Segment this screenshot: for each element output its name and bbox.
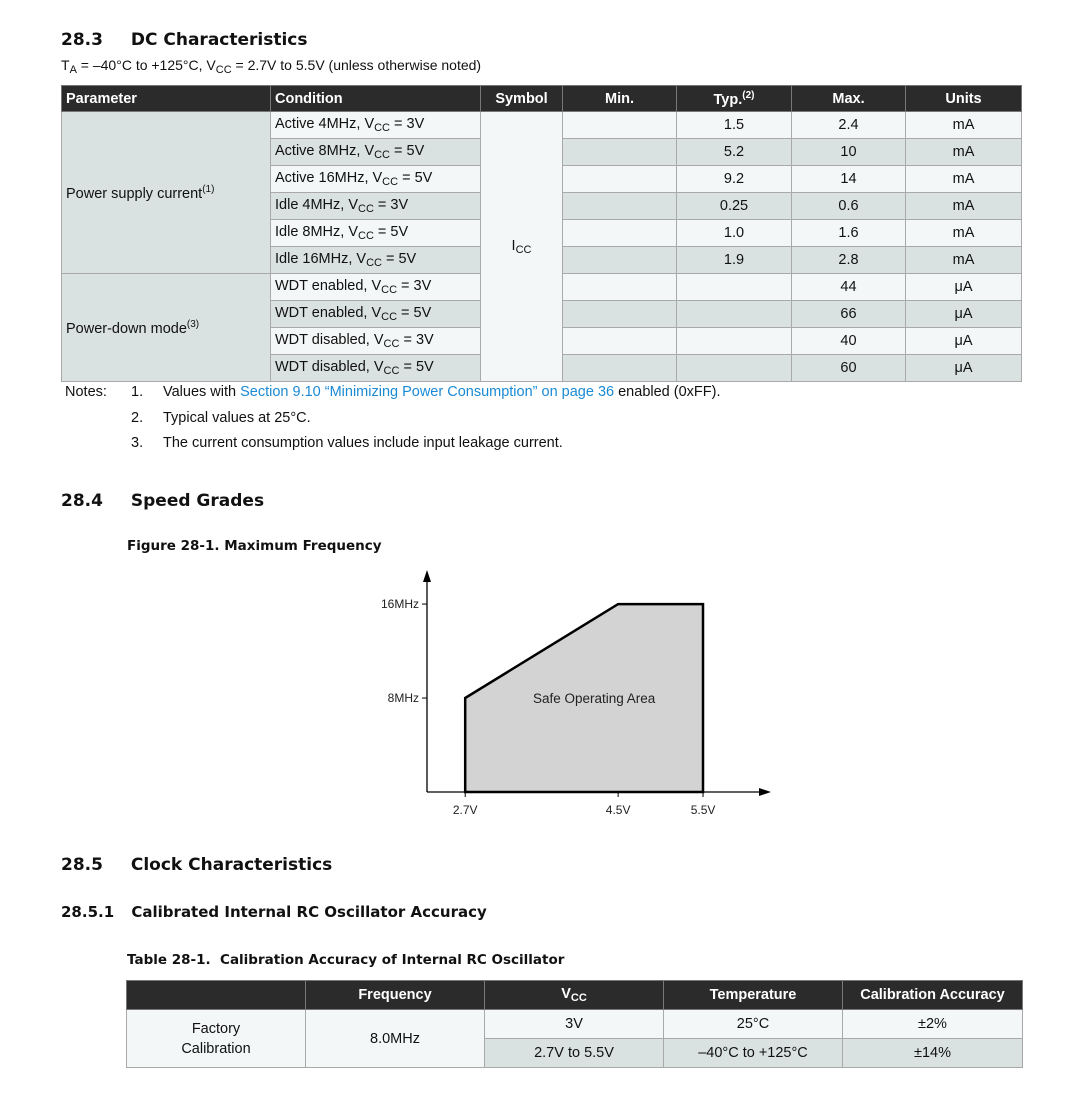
- vcc-symbol: V: [364, 143, 375, 159]
- max-cell: 66: [792, 301, 906, 328]
- y-tick-label: 16MHz: [380, 597, 419, 612]
- ta-range: = –40°C to +125°C, V: [76, 57, 216, 73]
- condition-voltage: = 5V: [390, 143, 425, 159]
- vcc-subscript: CC: [366, 257, 382, 269]
- typ-cell: 0.25: [677, 193, 792, 220]
- vcc-cell: 3V: [485, 1010, 664, 1039]
- note-1-number: 1.: [131, 384, 144, 400]
- table-caption: Table 28-1. Calibration Accuracy of Internal RC Oscillator: [127, 952, 565, 968]
- note-3: The current consumption values include input leakage current.: [163, 435, 563, 451]
- condition-cell: [271, 247, 481, 274]
- unit-cell: mA: [906, 166, 1022, 193]
- min-cell: [563, 139, 677, 166]
- condition-voltage: = 5V: [373, 224, 409, 240]
- condition-text: WDT disabled,: [275, 359, 374, 375]
- vcc-range: = 2.7V to 5.5V (unless otherwise noted): [231, 57, 482, 73]
- notes-label: Notes:: [65, 384, 107, 400]
- row-label-line-2: Calibration: [181, 1040, 251, 1057]
- condition-text: Idle 4MHz,: [275, 197, 349, 213]
- symbol-cell: [481, 112, 563, 382]
- temperature-cell: 25°C: [664, 1010, 843, 1039]
- header-typ-note: (2): [742, 89, 755, 101]
- condition-cell: [271, 220, 481, 247]
- vcc-subscript: CC: [383, 338, 400, 350]
- header-max: Max.: [792, 86, 906, 112]
- vcc-subscript: CC: [374, 149, 390, 161]
- condition-voltage: = 5V: [381, 251, 417, 267]
- typ-cell: 1.5: [677, 112, 792, 139]
- unit-cell: μA: [906, 301, 1022, 328]
- max-cell: 1.6: [792, 220, 906, 247]
- condition-voltage: = 3V: [373, 197, 409, 213]
- condition-cell: [271, 166, 481, 193]
- header-condition: Condition: [271, 86, 481, 112]
- max-cell: 2.4: [792, 112, 906, 139]
- table-row: [62, 112, 1022, 139]
- section-title: Calibrated Internal RC Oscillator Accuracy: [131, 903, 487, 921]
- symbol-letter: I: [511, 237, 516, 254]
- vcc-subscript: CC: [381, 311, 398, 323]
- x-tick-label: 5.5V: [690, 803, 716, 817]
- unit-cell: mA: [906, 112, 1022, 139]
- condition-voltage: = 5V: [399, 359, 434, 375]
- typ-cell: 1.0: [677, 220, 792, 247]
- section-number: 28.3: [61, 30, 103, 50]
- header-parameter: Parameter: [62, 86, 271, 112]
- vcc-cell: 2.7V to 5.5V: [485, 1039, 664, 1068]
- condition-voltage: = 3V: [390, 116, 425, 132]
- ta-symbol: T: [61, 57, 70, 73]
- vcc-symbol: V: [348, 224, 359, 240]
- vcc-subscript: CC: [381, 284, 398, 296]
- accuracy-cell: ±2%: [843, 1010, 1023, 1039]
- table-row: [127, 1010, 1023, 1039]
- header-temperature: Temperature: [664, 981, 843, 1010]
- vcc-symbol: V: [348, 197, 359, 213]
- section-number: 28.5.1: [61, 903, 115, 921]
- max-cell: 0.6: [792, 193, 906, 220]
- condition-cell: [271, 328, 481, 355]
- max-cell: 60: [792, 355, 906, 382]
- x-tick-label: 4.5V: [605, 803, 631, 817]
- condition-cell: [271, 193, 481, 220]
- note-1: [163, 384, 720, 400]
- x-tick-label: 2.7V: [452, 803, 478, 817]
- table-header-row: [62, 86, 1022, 112]
- vcc-subscript: CC: [383, 365, 400, 377]
- x-axis-arrow: [759, 788, 771, 796]
- condition-voltage: = 3V: [397, 278, 432, 294]
- parameter-label: Power-down mode: [66, 320, 187, 337]
- symbol-subscript: CC: [515, 243, 532, 256]
- unit-cell: μA: [906, 328, 1022, 355]
- min-cell: [563, 112, 677, 139]
- note-1-suffix: enabled (0xFF).: [614, 384, 721, 400]
- min-cell: [563, 274, 677, 301]
- typ-cell: [677, 274, 792, 301]
- header-vcc-subscript: CC: [570, 992, 587, 1004]
- dc-conditions-line: [61, 57, 481, 76]
- note-2-number: 2.: [131, 410, 144, 426]
- header-blank: [127, 981, 306, 1010]
- vcc-symbol: V: [373, 332, 384, 348]
- vcc-symbol: V: [371, 305, 382, 321]
- y-axis-arrow: [423, 570, 431, 582]
- condition-cell: [271, 355, 481, 382]
- header-frequency: Frequency: [306, 981, 485, 1010]
- unit-cell: mA: [906, 193, 1022, 220]
- min-cell: [563, 328, 677, 355]
- typ-cell: 5.2: [677, 139, 792, 166]
- vcc-symbol: V: [373, 359, 384, 375]
- typ-cell: 1.9: [677, 247, 792, 274]
- header-calibration-accuracy: Calibration Accuracy: [843, 981, 1023, 1010]
- row-label-line-1: Factory: [191, 1020, 241, 1037]
- max-cell: 10: [792, 139, 906, 166]
- section-title: Clock Characteristics: [130, 855, 333, 875]
- max-cell: 40: [792, 328, 906, 355]
- vcc-subscript: CC: [358, 203, 374, 215]
- condition-text: WDT disabled,: [275, 332, 374, 348]
- condition-voltage: = 3V: [399, 332, 434, 348]
- min-cell: [563, 220, 677, 247]
- min-cell: [563, 301, 677, 328]
- y-tick-label: 8MHz: [387, 691, 419, 706]
- dc-characteristics-table: [61, 85, 1022, 382]
- safe-operating-area-label: Safe Operating Area: [532, 691, 656, 707]
- section-title: DC Characteristics: [130, 30, 308, 50]
- condition-cell: [271, 301, 481, 328]
- note-1-prefix: Values with: [163, 384, 241, 400]
- condition-cell: [271, 112, 481, 139]
- parameter-power-supply-current: [62, 112, 271, 274]
- condition-voltage: = 5V: [397, 305, 432, 321]
- vcc-subscript: CC: [374, 122, 390, 134]
- section-number: 28.4: [61, 491, 103, 511]
- header-units: Units: [906, 86, 1022, 112]
- temperature-cell: –40°C to +125°C: [664, 1039, 843, 1068]
- header-min: Min.: [563, 86, 677, 112]
- parameter-note: (1): [202, 183, 215, 195]
- vcc-subscript: CC: [382, 176, 399, 188]
- max-cell: 44: [792, 274, 906, 301]
- condition-voltage: = 5V: [398, 170, 433, 186]
- condition-text: Idle 16MHz,: [275, 251, 357, 267]
- ta-subscript: A: [69, 64, 77, 76]
- header-symbol: Symbol: [481, 86, 563, 112]
- max-cell: 2.8: [792, 247, 906, 274]
- condition-cell: [271, 274, 481, 301]
- factory-calibration-cell: [127, 1010, 306, 1068]
- vcc-symbol: V: [364, 116, 375, 132]
- header-vcc-label: V: [561, 986, 571, 1002]
- condition-text: WDT enabled,: [275, 278, 372, 294]
- figure-caption: Figure 28-1. Maximum Frequency: [127, 538, 382, 554]
- vcc-symbol: V: [356, 251, 367, 267]
- header-typ-label: Typ.: [713, 91, 743, 108]
- accuracy-cell: ±14%: [843, 1039, 1023, 1068]
- unit-cell: μA: [906, 274, 1022, 301]
- vcc-subscript: CC: [215, 64, 232, 76]
- min-cell: [563, 247, 677, 274]
- typ-cell: [677, 355, 792, 382]
- header-vcc: [485, 981, 664, 1010]
- calibration-accuracy-table: [126, 980, 1023, 1068]
- parameter-label: Power supply current: [66, 185, 203, 202]
- section-number: 28.5: [61, 855, 103, 875]
- min-cell: [563, 355, 677, 382]
- vcc-subscript: CC: [358, 230, 374, 242]
- section-28-3-heading: [61, 30, 308, 50]
- vcc-symbol: V: [372, 170, 383, 186]
- parameter-power-down-mode: [62, 274, 271, 382]
- parameter-note: (3): [186, 318, 200, 330]
- condition-text: WDT enabled,: [275, 305, 372, 321]
- typ-cell: 9.2: [677, 166, 792, 193]
- maximum-frequency-chart: [0, 560, 1080, 830]
- min-cell: [563, 166, 677, 193]
- frequency-cell: 8.0MHz: [306, 1010, 485, 1068]
- condition-text: Active 4MHz,: [275, 116, 365, 132]
- max-cell: 14: [792, 166, 906, 193]
- vcc-symbol: V: [371, 278, 382, 294]
- section-28-4-heading: [61, 491, 264, 511]
- unit-cell: μA: [906, 355, 1022, 382]
- unit-cell: mA: [906, 247, 1022, 274]
- section-title: Speed Grades: [130, 491, 265, 511]
- unit-cell: mA: [906, 220, 1022, 247]
- note-3-number: 3.: [131, 435, 144, 451]
- note-2: Typical values at 25°C.: [163, 410, 311, 426]
- condition-text: Active 16MHz,: [275, 170, 373, 186]
- condition-cell: [271, 139, 481, 166]
- typ-cell: [677, 301, 792, 328]
- condition-text: Idle 8MHz,: [275, 224, 349, 240]
- typ-cell: [677, 328, 792, 355]
- section-28-5-heading: [61, 855, 332, 875]
- table-header-row: [127, 981, 1023, 1010]
- header-typ: [677, 86, 792, 112]
- section-28-5-1-heading: [61, 903, 487, 921]
- condition-text: Active 8MHz,: [275, 143, 365, 159]
- section-9-10-link[interactable]: Section 9.10 “Minimizing Power Consumption” on page 36: [240, 384, 615, 400]
- unit-cell: mA: [906, 139, 1022, 166]
- min-cell: [563, 193, 677, 220]
